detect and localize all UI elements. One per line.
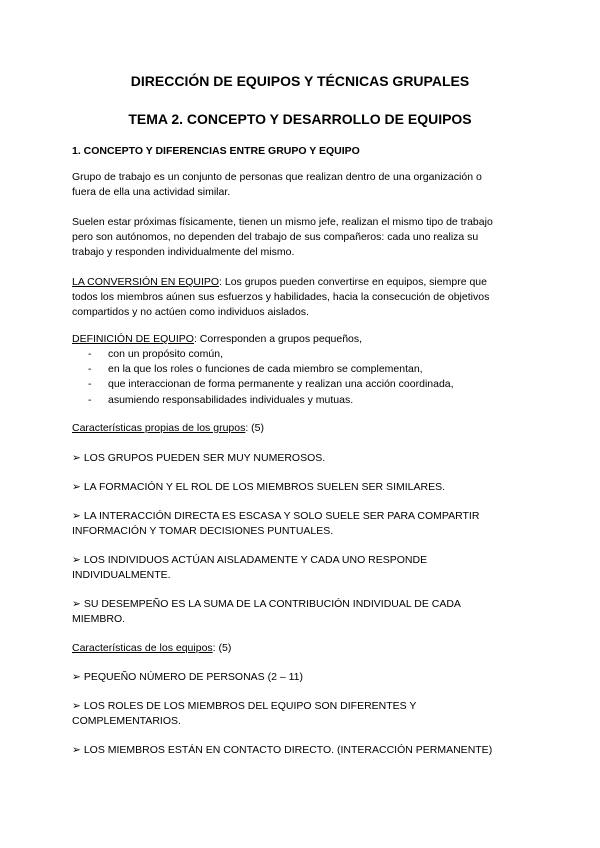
- text-line: COMPLEMENTARIOS.: [72, 715, 181, 727]
- arrow-bullet-icon: ➢: [72, 744, 81, 756]
- underlined-label: DEFINICIÓN DE EQUIPO: [72, 333, 194, 345]
- paragraph-proximidad: [72, 215, 493, 260]
- list-item: [88, 377, 454, 392]
- group-characteristic: [72, 480, 445, 495]
- list-item: [88, 393, 454, 408]
- text-line: [72, 597, 461, 612]
- text-line: [72, 699, 416, 714]
- characteristic-text: LOS MIEMBROS ESTÁN EN CONTACTO DIRECTO. (INTERACCIÓN PERMANENTE): [83, 744, 493, 756]
- arrow-bullet-icon: ➢: [72, 452, 81, 464]
- text-line: compartidos y no actúen como individuos aislados.: [72, 306, 309, 318]
- text-line: fuera de ella una actividad similar.: [72, 186, 231, 198]
- characteristic-text: PEQUEÑO NÚMERO DE PERSONAS (2 – 11): [83, 671, 303, 683]
- text-line: [72, 275, 489, 290]
- paragraph-grupo-de-trabajo: [72, 170, 482, 200]
- text-line: INFORMACIÓN Y TOMAR DECISIONES PUNTUALES.: [72, 525, 334, 537]
- characteristic-text: LA FORMACIÓN Y EL ROL DE LOS MIEMBROS SUELEN SER SIMILARES.: [83, 481, 445, 493]
- text-line: [72, 451, 325, 466]
- characteristic-text: LOS GRUPOS PUEDEN SER MUY NUMEROSOS.: [83, 452, 326, 464]
- text-line: [72, 641, 231, 656]
- text-line: Grupo de trabajo es un conjunto de personas que realizan dentro de una organización o: [72, 171, 482, 183]
- text-line: [72, 421, 264, 436]
- group-characteristic: [72, 451, 325, 466]
- definition-list: [88, 347, 454, 408]
- list-item-text: con un propósito común,: [108, 348, 223, 360]
- arrow-bullet-icon: ➢: [72, 554, 81, 566]
- list-item-text: que interaccionan de forma permanente y realizan una acción coordinada,: [108, 378, 454, 391]
- characteristic-text: LOS ROLES DE LOS MIEMBROS DEL EQUIPO SON DIFERENTES Y: [83, 700, 417, 712]
- text-line: [72, 743, 492, 758]
- topic-title: TEMA 2. CONCEPTO Y DESARROLLO DE EQUIPOS: [128, 111, 472, 127]
- dash-marker: -: [88, 363, 92, 376]
- text-line: todos los miembros aúnen sus esfuerzos y habilidades, hacia la consecución de objetivos: [72, 291, 490, 303]
- groups-heading: [72, 421, 264, 436]
- dash-marker: -: [88, 393, 92, 406]
- group-characteristic: [72, 597, 461, 627]
- document-title: DIRECCIÓN DE EQUIPOS Y TÉCNICAS GRUPALES: [130, 73, 470, 89]
- paragraph-conversion: [72, 275, 489, 320]
- team-characteristic: [72, 670, 303, 685]
- arrow-bullet-icon: ➢: [72, 700, 81, 712]
- group-characteristic: [72, 553, 427, 583]
- text-line: pero son autónomos, no dependen del trabajo de sus compañeros: cada uno realiza su: [72, 231, 479, 243]
- teams-heading: [72, 641, 231, 656]
- text-line: [72, 670, 303, 685]
- text-line: trabajo y responden individualmente del mismo.: [72, 246, 295, 258]
- text-line: [72, 553, 427, 568]
- text-line: INDIVIDUALMENTE.: [72, 569, 171, 581]
- text-line: [72, 332, 362, 347]
- text-line: MIEMBRO.: [72, 613, 126, 625]
- list-item: [88, 347, 454, 362]
- underlined-label: Características de los equipos: [72, 642, 213, 654]
- underlined-label: LA CONVERSIÓN EN EQUIPO: [72, 276, 220, 288]
- text-fragment: : (5): [212, 642, 232, 654]
- text-line: Suelen estar próximas físicamente, tienen un mismo jefe, realizan el mismo tipo de trabajo: [72, 216, 493, 228]
- list-item-text: en la que los roles o funciones de cada miembro se complementan,: [108, 363, 423, 376]
- text-fragment: : Corresponden a grupos pequeños,: [193, 333, 363, 345]
- list-item: [88, 362, 454, 377]
- section-heading: 1. CONCEPTO Y DIFERENCIAS ENTRE GRUPO Y EQUIPO: [72, 145, 360, 157]
- list-item-text: asumiendo responsabilidades individuales y mutuas.: [108, 393, 354, 406]
- team-characteristic: [72, 743, 492, 758]
- text-fragment: : (5): [245, 422, 265, 434]
- arrow-bullet-icon: ➢: [72, 598, 81, 610]
- characteristic-text: SU DESEMPEÑO ES LA SUMA DE LA CONTRIBUCIÓN INDIVIDUAL DE CADA: [83, 598, 461, 610]
- arrow-bullet-icon: ➢: [72, 510, 81, 522]
- characteristic-text: LA INTERACCIÓN DIRECTA ES ESCASA Y SOLO SUELE SER PARA COMPARTIR: [83, 510, 480, 522]
- characteristic-text: LOS INDIVIDUOS ACTÚAN AISLADAMENTE Y CADA UNO RESPONDE: [83, 554, 428, 566]
- group-characteristic: [72, 509, 479, 539]
- paragraph-definicion: [72, 332, 362, 347]
- team-characteristic: [72, 699, 416, 729]
- text-fragment: : Los grupos pueden convertirse en equipos, siempre que: [219, 276, 487, 288]
- dash-marker: -: [88, 348, 92, 360]
- text-line: [72, 509, 479, 524]
- underlined-label: Características propias de los grupos: [72, 422, 246, 434]
- dash-marker: -: [88, 378, 92, 391]
- arrow-bullet-icon: ➢: [72, 671, 81, 683]
- arrow-bullet-icon: ➢: [72, 481, 81, 493]
- text-line: [72, 480, 445, 495]
